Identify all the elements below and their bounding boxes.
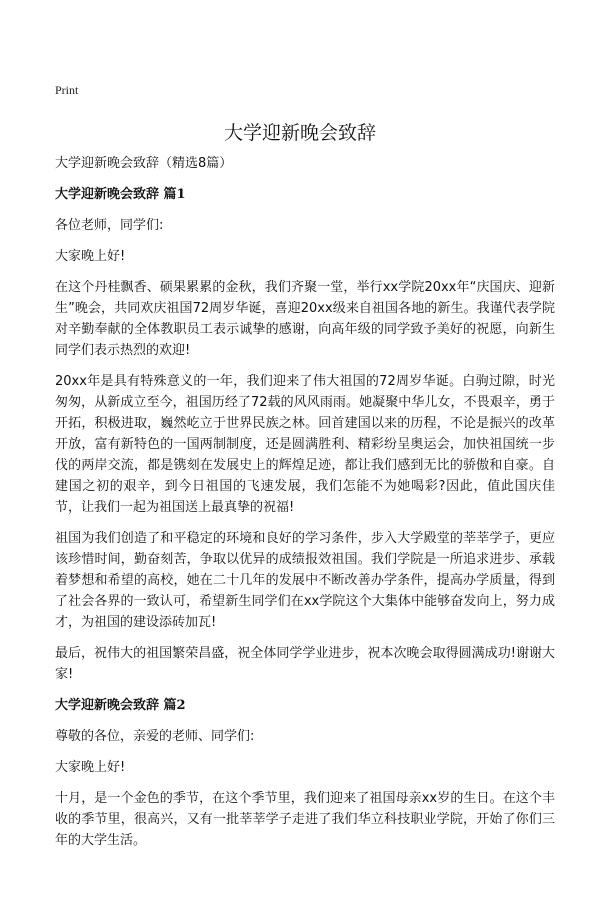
print-label: Print xyxy=(55,83,79,97)
document-subtitle: 大学迎新晚会致辞（精选8篇） xyxy=(55,156,233,171)
paragraph: 十月，是一个金色的季节，在这个季节里，我们迎来了祖国母亲xx岁的生日。在这个丰收的季节里，很高兴，又有一批莘莘学子走进了我们华立科技职业学院，开始了你们三年的大学生活。 xyxy=(55,791,555,848)
paragraph: 尊敬的各位，亲爱的老师、同学们: xyxy=(55,729,255,744)
paragraph: 在这个丹桂飘香、硕果累累的金秋，我们齐聚一堂，举行xx学院20xx年“庆国庆、迎新生”晚会，共同欢庆祖国72周岁华诞，喜迎20xx级来自祖国各地的新生。我谨代表学院对辛勤奉献的全体教职员工表示诚挚的感谢，向高年级的同学致予美好的祝愿，向新生同学们表示热烈的欢迎! xyxy=(55,280,555,358)
section-heading: 大学迎新晚会致辞 篇1 xyxy=(55,187,186,202)
document-body xyxy=(55,153,555,861)
paragraph: 祖国为我们创造了和平稳定的环境和良好的学习条件，步入大学殿堂的莘莘学子，更应该珍惜时间，勤奋刻苦，争取以优异的成绩报效祖国。我们学院是一所追求进步、承载着梦想和希望的高校，她在二十几年的发展中不断改善办学条件，提高办学质量，得到了社会各界的一致认可，希望新生同学们在xx学院这个大集体中能够奋发向上，努力成才，为祖国的建设添砖加瓦! xyxy=(55,531,555,630)
paragraph: 大家晚上好! xyxy=(55,249,126,264)
section-1 xyxy=(55,184,555,685)
paragraph: 最后，祝伟大的祖国繁荣昌盛，祝全体同学学业进步，祝本次晚会取得圆满成功!谢谢大家! xyxy=(55,646,555,682)
paragraph: 大家晚上好! xyxy=(55,760,126,775)
page-title: 大学迎新晚会致辞 xyxy=(223,122,376,144)
paragraph: 20xx年是具有特殊意义的一年，我们迎来了伟大祖国的72周岁华诞。白驹过隙，时光匆匆，从新成立至今，祖国历经了72载的风风雨雨。她凝聚中华儿女，不畏艰辛，勇于开拓，积极进取，巍然屹立于世界民族之林。回首建国以来的历程，不论是振兴的改革开放，富有新特色的一国两制制度，还是圆满胜利、精彩纷呈奥运会，加快祖国统一步伐的两岸交流，都是镌刻在发展史上的辉煌足迹，都让我们感到无比的骄傲和自豪。自建国之初的艰辛，到今日祖国的飞速发展，我们怎能不为她喝彩?因此，值此国庆佳节，让我们一起为祖国送上最真挚的祝福! xyxy=(55,374,555,515)
section-2 xyxy=(55,695,555,851)
paragraph: 各位老师，同学们: xyxy=(55,218,164,233)
section-heading: 大学迎新晚会致辞 篇2 xyxy=(55,698,186,713)
